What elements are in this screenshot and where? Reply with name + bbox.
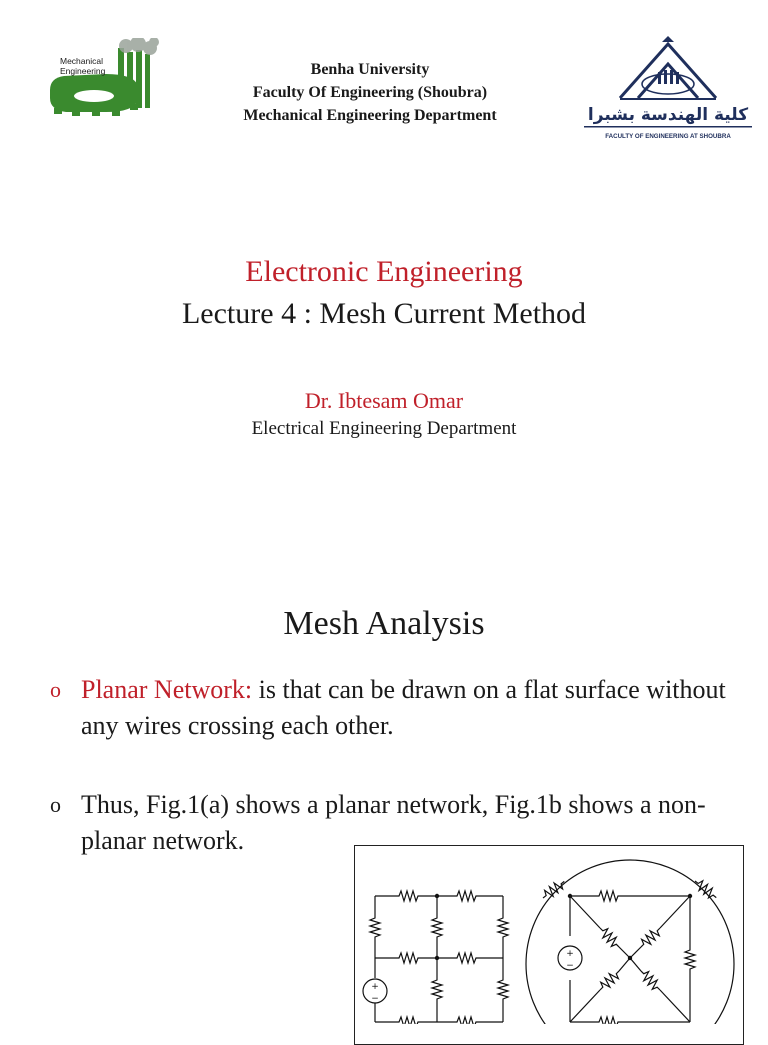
logo-right-arabic: كلية الهندسة بشبرا	[587, 105, 749, 125]
bullet-text: is that can be drawn on a flat surface without any wires crossing each other.	[81, 675, 726, 740]
author-department: Electrical Engineering Department	[251, 418, 517, 439]
department-name: Mechanical Engineering Department	[243, 107, 497, 124]
source-minus-sign: −	[566, 961, 574, 971]
bullet-marker: o	[50, 677, 61, 702]
faculty-of-engineering-logo	[580, 36, 756, 146]
source-plus-sign: +	[566, 949, 574, 959]
bullet-term: Planar Network:	[81, 675, 253, 704]
source-minus-sign: −	[371, 994, 379, 1004]
bullet-text: Thus, Fig.1(a) shows a planar network, Fig.1b shows a non-planar network.	[81, 790, 706, 855]
non-planar-network-diagram	[526, 860, 734, 1024]
source-plus-sign: +	[371, 982, 379, 992]
bullet-planar-network	[50, 672, 740, 744]
logo-left-line-1: Mechanical	[60, 56, 103, 66]
course-title: Electronic Engineering	[245, 255, 523, 288]
faculty-name: Faculty Of Engineering (Shoubra)	[252, 84, 488, 101]
mechanical-engineering-logo	[46, 38, 162, 118]
author-name: Dr. Ibtesam Omar	[304, 388, 464, 413]
institution-header	[200, 58, 540, 127]
lecture-title: Lecture 4 : Mesh Current Method	[181, 297, 587, 330]
university-name: Benha University	[310, 61, 430, 78]
network-figure	[354, 845, 744, 1045]
logo-right-english: FACULTY OF ENGINEERING AT SHOUBRA	[605, 133, 731, 140]
section-heading: Mesh Analysis	[283, 605, 485, 642]
bullet-marker: o	[50, 792, 61, 817]
logo-left-line-2: Engineering	[60, 66, 106, 76]
bullet-figure-reference	[50, 787, 706, 859]
